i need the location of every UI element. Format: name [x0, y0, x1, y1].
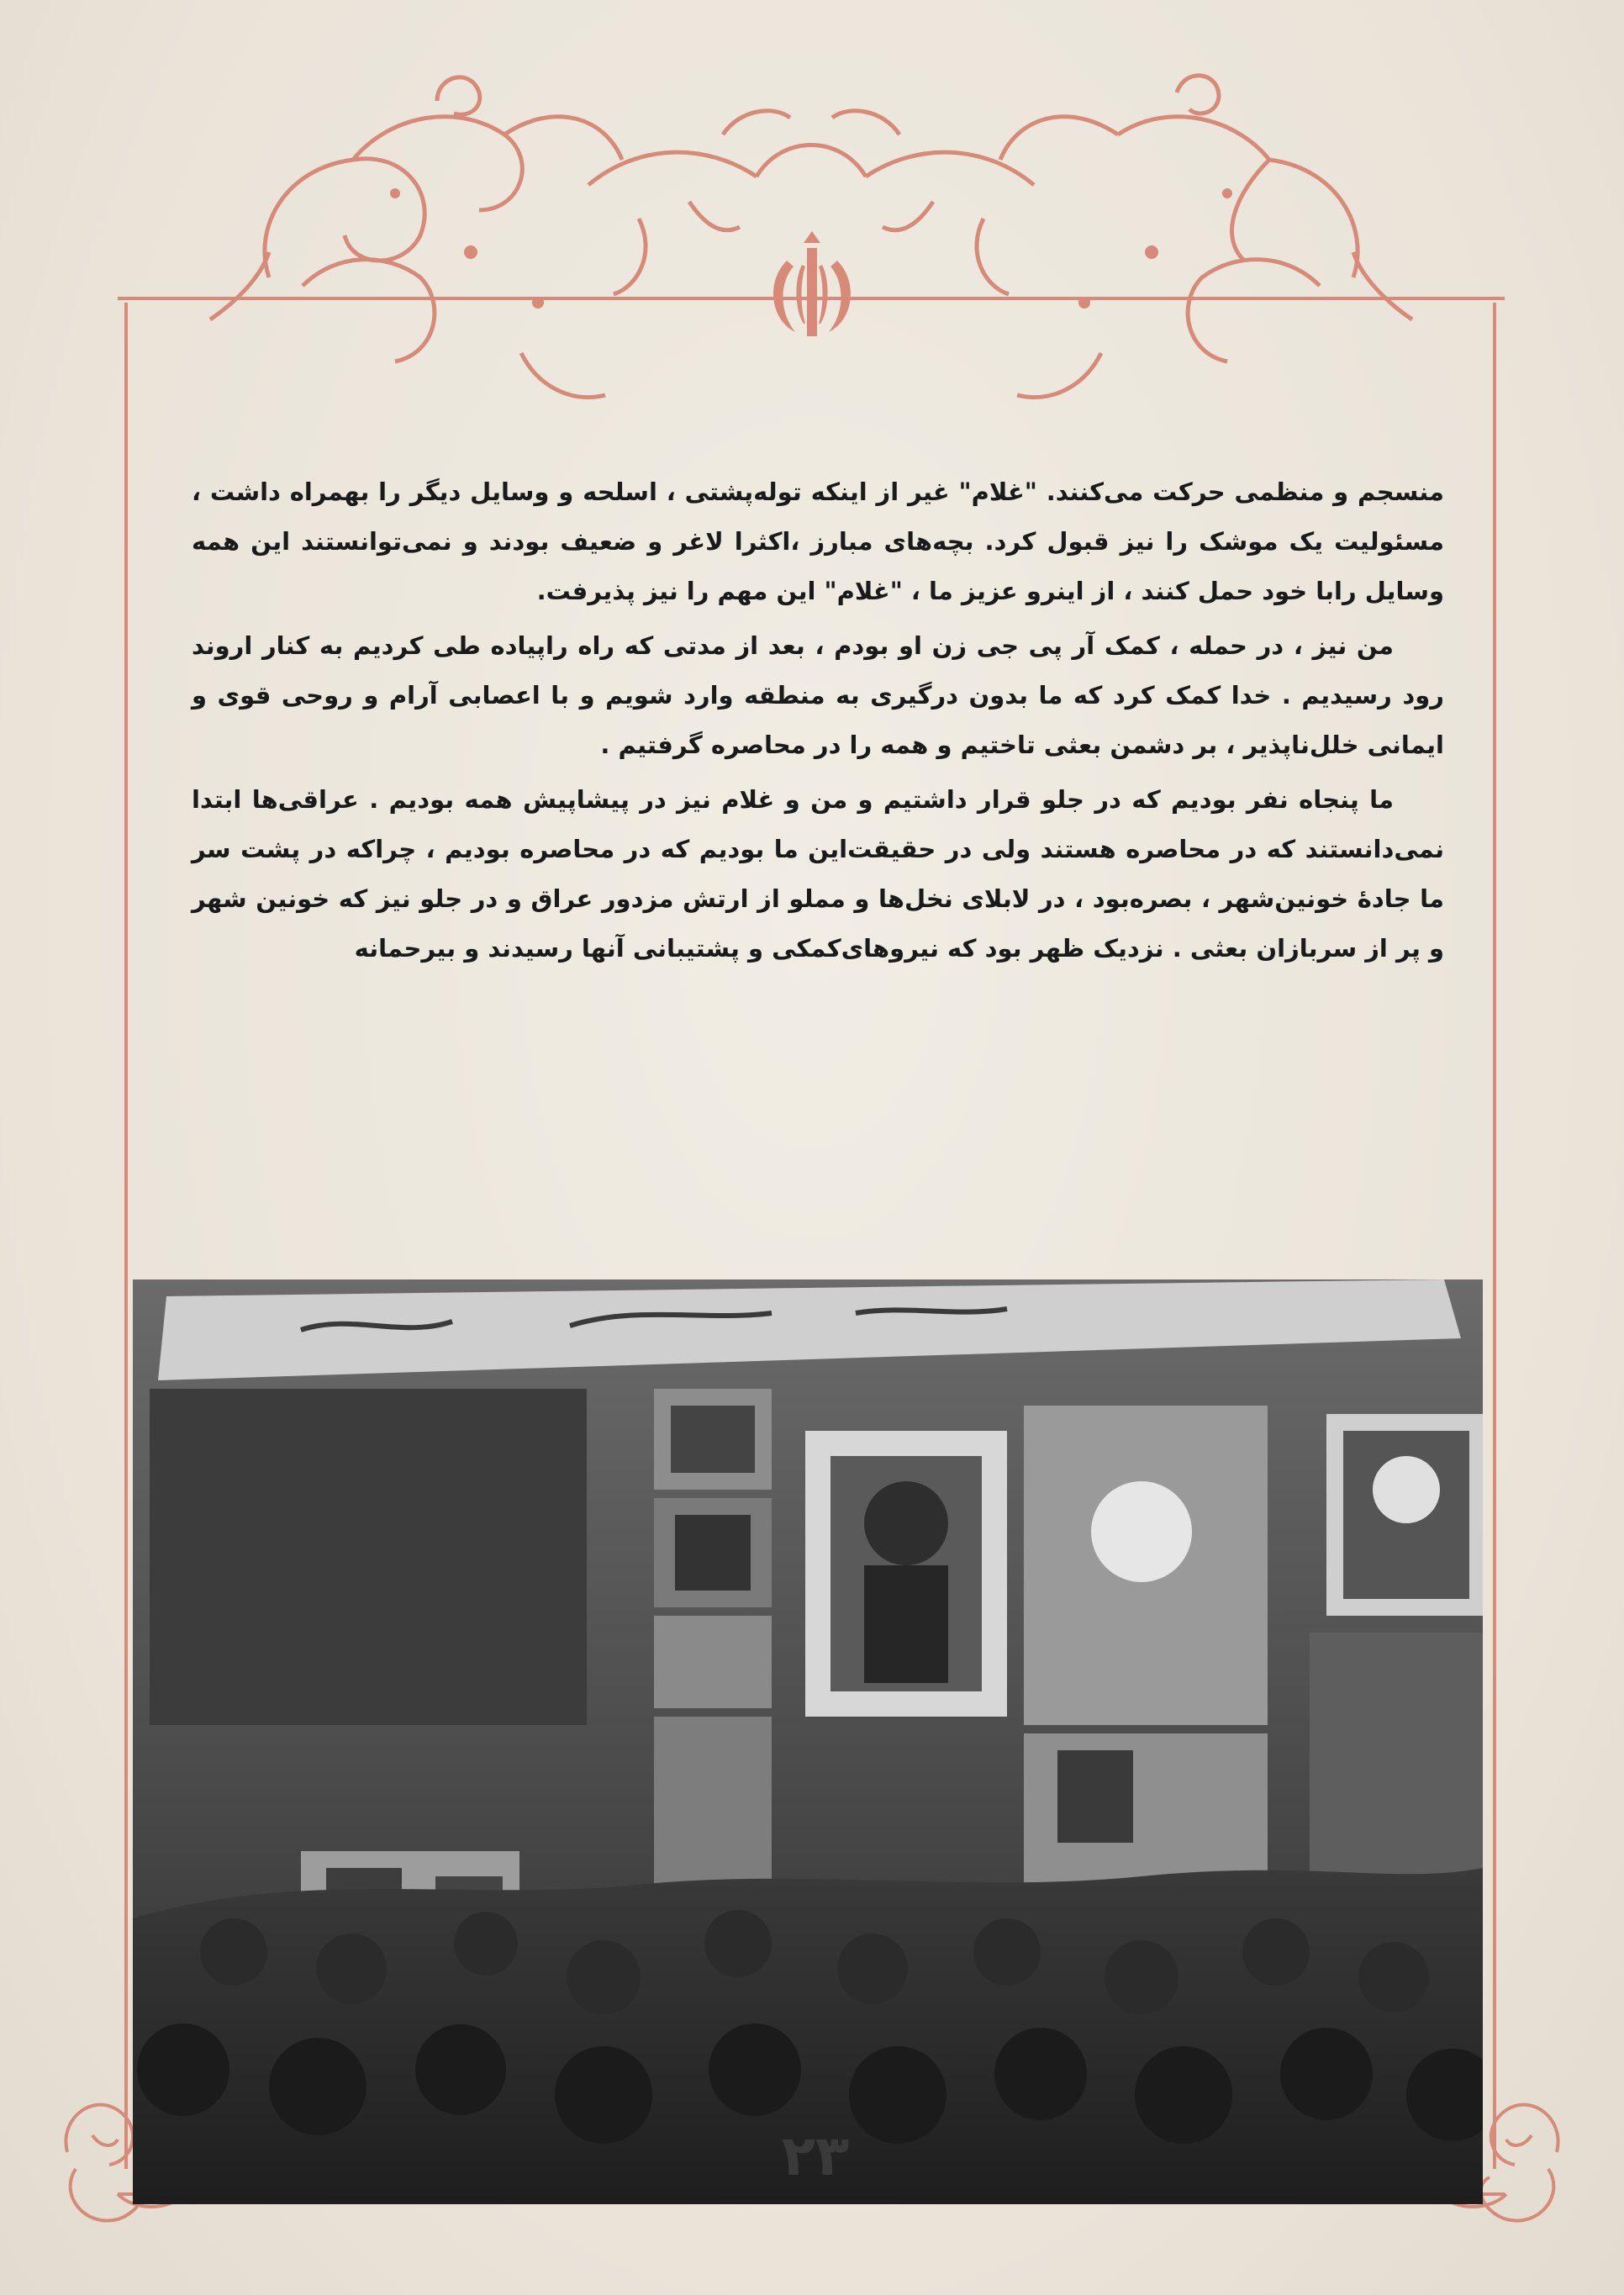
photograph — [133, 1279, 1483, 2204]
photo-scene — [133, 1279, 1483, 2204]
article-text — [192, 467, 1444, 973]
paragraph-1: منسجم و منظمی حرکت می‌کنند. "غلام" غیر از اینکه تولەپشتی ، اسلحه و وسایل دیگر را بهمراه داشت ، مسئولیت یک موشک را نیز قبول کرد. بچه‌های مبارز ،اکثرا لاغر و ضعیف بودند و نمی‌توانستند این همه وسایل رابا خود حمل کنند ، از اینرو عزیز ما ، "غلام" این مهم را نیز پذیرفت. — [192, 477, 1444, 605]
iran-emblem-icon — [773, 231, 851, 336]
paragraph-2: من نیز ، در حمله ، کمک آر پی جی زن او بودم ، بعد از مدتی که راه راپیاده طی کردیم به کنار اروند رود رسیدیم . خدا کمک کرد که ما بدون درگیری به منطقه وارد شویم و با اعصابی آرام و روحی قوی و ایمانی خلل‌ناپذیر ، بر دشمن بعثی تاختیم و همه را در محاصره گرفتیم . — [192, 631, 1444, 759]
paragraph-3: ما پنجاه نفر بودیم که در جلو قرار داشتیم و من و غلام نیز در پیشاپیش همه بودیم . عراقی‌ها ابتدا نمی‌دانستند که در محاصره هستند ولی در حقیقت‌این ما بودیم که در محاصره بودیم ، چراکه در پشت سر ما جادهٔ خونین‌شهر ، بصره‌بود ، در لابلای نخل‌ها و مملو از ارتش مزدور عراق و در جلو نیز که خونین شهر و پر از سربازان بعثی . نزدیک ظهر بود که نیروهای‌کمکی و پشتیبانی آنها رسیدند و بیرحمانه — [192, 785, 1444, 963]
page-number: ۲۳ — [781, 2124, 850, 2188]
